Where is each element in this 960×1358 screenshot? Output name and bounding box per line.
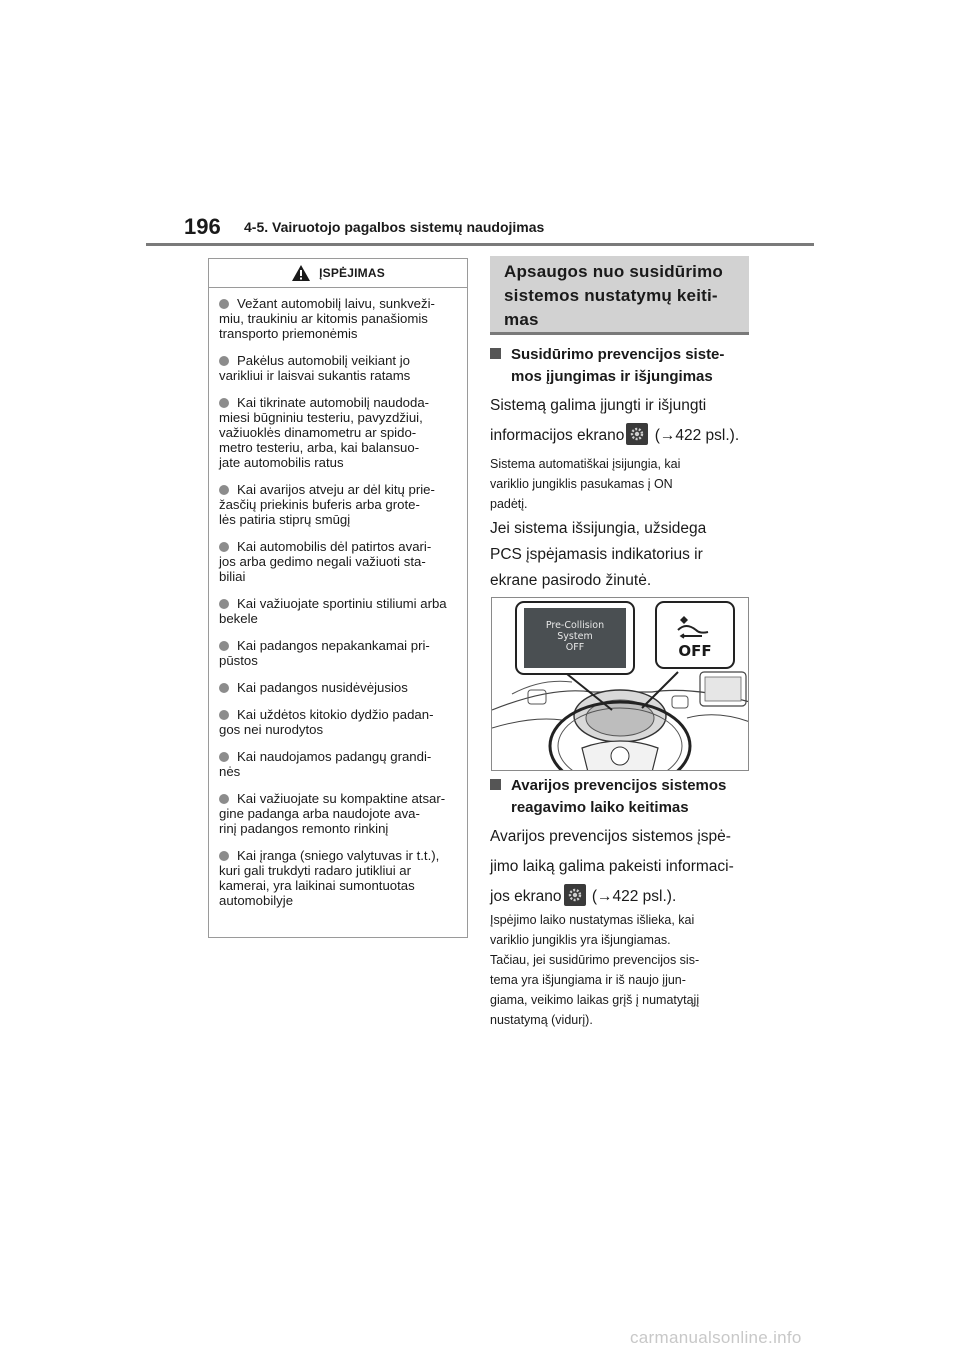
bullet-icon	[219, 710, 229, 720]
warning-item: Kai padangos nepakankamai pri- pūstos	[219, 638, 430, 668]
section-title: 4-5. Vairuotojo pagalbos sistemų naudojimas	[244, 219, 545, 235]
banner-line: sistemos nustatymų keiti-	[504, 286, 718, 305]
subheading-enable-disable: Susidūrimo prevencijos siste- mos įjungimas ir išjungimas	[490, 344, 724, 388]
settings-gear-icon	[626, 423, 648, 445]
footer-watermark: carmanualsonline.info	[630, 1328, 802, 1347]
square-bullet-icon	[490, 779, 501, 790]
warning-list	[209, 288, 467, 908]
bullet-icon	[219, 641, 229, 651]
dashboard-illustration	[491, 597, 749, 771]
bullet-icon	[219, 851, 229, 861]
subheading-response-time: Avarijos prevencijos sistemos reagavimo laiko keitimas	[490, 775, 726, 819]
warning-item: Kai tikrinate automobilį naudoda- miesi būgniniu testeriu, pavyzdžiui, važiuoklės dinamometru ar spido- metro testeriu, arba, kai balansuo- jate automobilis ratus	[219, 395, 430, 470]
warning-item: Kai važiuojate sportiniu stiliumi arba bekele	[219, 596, 447, 626]
settings-banner	[490, 256, 749, 335]
warning-item: Kai automobilis dėl patirtos avari- jos arba gedimo negali važiuoti sta- biliai	[219, 539, 432, 584]
warning-item: Vežant automobilį laivu, sunkveži- miu, traukiniu ar kitomis panašiomis transporto priemonėmis	[219, 296, 435, 341]
bullet-icon	[219, 752, 229, 762]
warning-item: Kai uždėtos kitokio dydžio padan- gos nei nurodytos	[219, 707, 434, 737]
paragraph-indicator: Jei sistema išsijungia, užsidega PCS įspėjamasis indikatorius ir ekrane pasirodo žinutė.	[490, 520, 707, 589]
bullet-icon	[219, 599, 229, 609]
paragraph-enable-disable: Sistemą galima įjungti ir išjungti informacijos ekrano (→422 psl.).	[490, 397, 740, 444]
paragraph-response-time: Avarijos prevencijos sistemos įspė- jimo laiką galima pakeisti informaci- jos ekrano (→422 psl.).	[490, 828, 734, 905]
banner-line: mas	[504, 310, 539, 329]
bullet-icon	[219, 683, 229, 693]
bullet-icon	[219, 485, 229, 495]
warning-item: Kai avarijos atveju ar dėl kitų prie- žasčių priekinis buferis arba grote- lės patiria stiprų smūgį	[219, 482, 435, 527]
note-auto-enable: Sistema automatiškai įsijungia, kai variklio jungiklis pasukamas į ON padėtį.	[490, 457, 681, 511]
display-message: Pre-Collision System OFF	[545, 620, 605, 653]
bullet-icon	[219, 299, 229, 309]
warning-item: Kai įranga (sniego valytuvas ir t.t.), kuri gali trukdyti radaro jutikliui ar kamerai, yra laikinai sumontuotas automobilyje	[219, 848, 440, 908]
warning-box	[208, 258, 468, 938]
bullet-icon	[219, 398, 229, 408]
warning-item: Kai naudojamos padangų grandi- nės	[219, 749, 432, 779]
header-rule	[146, 243, 814, 246]
bullet-icon	[219, 356, 229, 366]
note-timing-retained: Įspėjimo laiko nustatymas išlieka, kai variklio jungiklis yra išjungiamas. Tačiau, jei susidūrimo prevencijos sis- tema yra išjungiama ir iš naujo įjun- giama, veikimo laikas grįš į numatytąjį nustatymą (vidurį).	[490, 913, 700, 1027]
page-number: 196	[184, 214, 221, 239]
warning-header	[209, 259, 467, 288]
warning-item: Kai važiuojate su kompaktine atsar- gine padanga arba naudojote ava- rinį padangos remonto rinkinį	[219, 791, 446, 836]
warning-item: Pakėlus automobilį veikiant jo varikliui ir laisvai sukantis ratams	[219, 353, 411, 383]
settings-gear-icon	[564, 884, 586, 906]
bullet-icon	[219, 794, 229, 804]
bullet-icon	[219, 542, 229, 552]
banner-line: Apsaugos nuo susidūrimo	[504, 262, 724, 281]
warning-triangle-icon	[291, 264, 311, 282]
warning-title: ĮSPĖJIMAS	[319, 266, 385, 280]
warning-item: Kai padangos nusidėvėjusios	[219, 680, 457, 695]
indicator-off-label: OFF	[678, 642, 712, 660]
square-bullet-icon	[490, 348, 501, 359]
